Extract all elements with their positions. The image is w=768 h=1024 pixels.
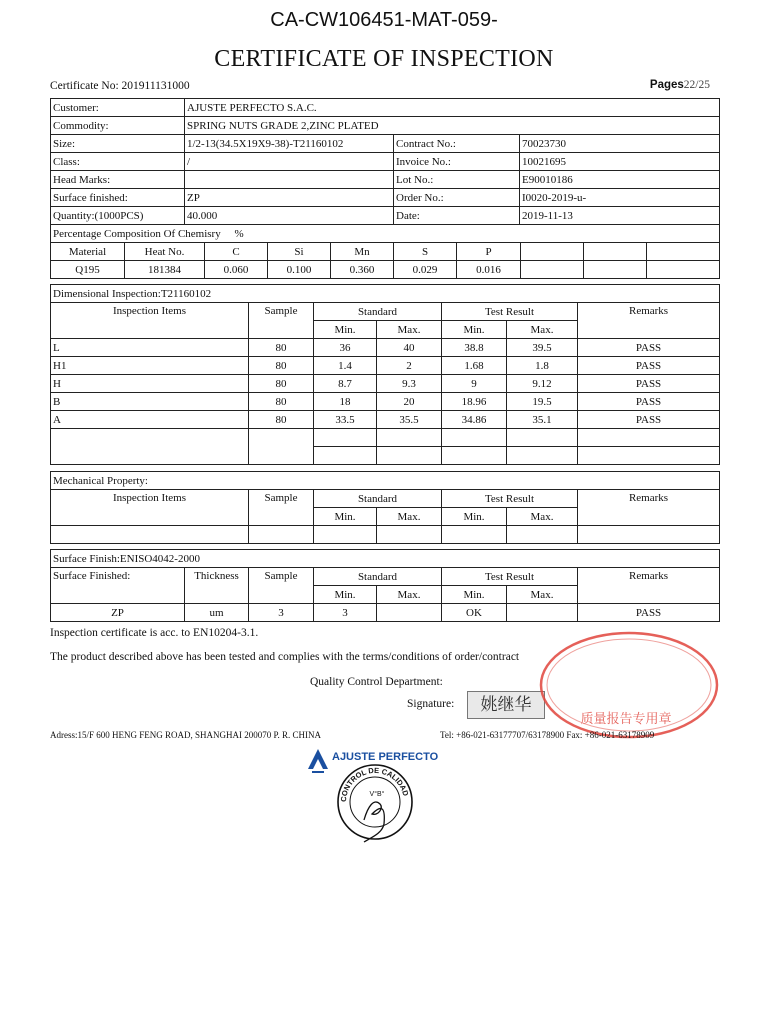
chem-col-heat: Heat No.	[125, 243, 205, 261]
dim-cell: 20	[377, 393, 442, 411]
dim-cell: PASS	[578, 411, 720, 429]
certificate-value: 201911131000	[121, 80, 190, 92]
table-row	[51, 550, 720, 568]
table-row	[51, 375, 720, 393]
chem-cell: 0.029	[394, 261, 457, 279]
size-value: 1/2-13(34.5X19X9-38)-T21160102	[185, 135, 394, 153]
certificate-note: Inspection certificate is acc. to EN10204-3.1.	[50, 627, 259, 639]
dim-cell: 19.5	[507, 393, 578, 411]
table-row	[51, 393, 720, 411]
chem-cell: 0.016	[457, 261, 521, 279]
surf-std-max: Max.	[377, 586, 442, 604]
mech-empty-cell	[578, 526, 720, 544]
mech-empty-cell	[314, 526, 377, 544]
dim-cell: 18	[314, 393, 377, 411]
table-row	[51, 339, 720, 357]
chem-empty-cell	[584, 261, 647, 279]
surf-cell: um	[185, 604, 249, 622]
dim-empty-cell	[314, 429, 377, 447]
pages-value: 22/25	[683, 79, 710, 91]
dim-cell: 8.7	[314, 375, 377, 393]
dim-cell: 36	[314, 339, 377, 357]
surf-cell: 3	[249, 604, 314, 622]
chem-col-material: Material	[51, 243, 125, 261]
table-row	[51, 135, 720, 153]
dim-cell: 2	[377, 357, 442, 375]
mech-empty-cell	[377, 526, 442, 544]
dim-empty-cell	[578, 429, 720, 447]
dim-cell: 80	[249, 375, 314, 393]
chem-col-c: C	[205, 243, 268, 261]
chem-col-s: S	[394, 243, 457, 261]
dim-cell: 80	[249, 357, 314, 375]
dim-res-max: Max.	[507, 321, 578, 339]
dim-empty-cell	[377, 447, 442, 465]
surf-col-sample: Sample	[249, 568, 314, 604]
chemistry-title-text: Percentage Composition Of Chemisry	[53, 227, 221, 240]
dim-empty-cell	[377, 429, 442, 447]
chem-cell: 181384	[125, 261, 205, 279]
dim-cell: 38.8	[442, 339, 507, 357]
compliance-note: The product described above has been tested and complies with the terms/conditions of order/contract	[50, 651, 520, 663]
header-info-table	[50, 98, 720, 225]
dim-cell: L	[51, 339, 249, 357]
signature-label: Signature:	[407, 698, 455, 710]
dim-cell: 39.5	[507, 339, 578, 357]
dim-col-standard: Standard	[314, 303, 442, 321]
dim-cell: 33.5	[314, 411, 377, 429]
logo-text: AJUSTE PERFECTO	[332, 751, 439, 763]
table-row	[51, 303, 720, 321]
surf-cell: ZP	[51, 604, 185, 622]
chem-col-p: P	[457, 243, 521, 261]
dim-cell: 80	[249, 339, 314, 357]
dim-empty-cell	[249, 429, 314, 465]
table-row	[51, 472, 720, 490]
company-contact: Tel: +86-021-63177707/63178900 Fax: +86-021-63178909	[440, 730, 655, 740]
mech-empty-cell	[442, 526, 507, 544]
head-marks-label: Head Marks:	[51, 171, 185, 189]
mech-empty-cell	[249, 526, 314, 544]
certificate-number	[50, 80, 190, 92]
mech-res-max: Max.	[507, 508, 578, 526]
dim-cell: 9.3	[377, 375, 442, 393]
surface-finish-title: Surface Finish:ENISO4042-2000	[51, 550, 720, 568]
chem-empty-cell	[521, 261, 584, 279]
surf-cell	[507, 604, 578, 622]
dim-cell: A	[51, 411, 249, 429]
surf-col-thickness: Thickness	[185, 568, 249, 604]
mech-col-standard: Standard	[314, 490, 442, 508]
dim-cell: 35.5	[377, 411, 442, 429]
dim-cell: 1.68	[442, 357, 507, 375]
commodity-value: SPRING NUTS GRADE 2,ZINC PLATED	[185, 117, 720, 135]
mech-empty-cell	[51, 526, 249, 544]
dim-empty-cell	[507, 447, 578, 465]
dim-std-max: Max.	[377, 321, 442, 339]
table-row	[51, 171, 720, 189]
surf-col-finished: Surface Finished:	[51, 568, 185, 604]
invoice-label: Invoice No.:	[394, 153, 520, 171]
invoice-value: 10021695	[520, 153, 720, 171]
dim-cell: 1.4	[314, 357, 377, 375]
table-row	[51, 153, 720, 171]
mech-res-min: Min.	[442, 508, 507, 526]
chem-cell: 0.100	[268, 261, 331, 279]
chemistry-table	[50, 224, 720, 279]
table-row	[51, 261, 720, 279]
dim-std-min: Min.	[314, 321, 377, 339]
surf-cell: PASS	[578, 604, 720, 622]
lot-label: Lot No.:	[394, 171, 520, 189]
quantity-value: 40.000	[185, 207, 394, 225]
dim-cell: 35.1	[507, 411, 578, 429]
table-row	[51, 568, 720, 586]
mech-std-max: Max.	[377, 508, 442, 526]
seal-mark: V°B°	[369, 791, 385, 798]
surf-col-remarks: Remarks	[578, 568, 720, 604]
mech-col-result: Test Result	[442, 490, 578, 508]
chem-cell: 0.360	[331, 261, 394, 279]
surf-res-min: Min.	[442, 586, 507, 604]
customer-label: Customer:	[51, 99, 185, 117]
chem-empty-cell	[647, 261, 720, 279]
dim-empty-cell	[51, 429, 249, 465]
chem-empty-cell	[647, 243, 720, 261]
quality-control-seal	[334, 758, 416, 846]
quality-report-stamp	[534, 629, 720, 741]
dim-cell: PASS	[578, 357, 720, 375]
table-row	[51, 207, 720, 225]
dim-col-items: Inspection Items	[51, 303, 249, 339]
surf-std-min: Min.	[314, 586, 377, 604]
table-row	[51, 604, 720, 622]
dim-empty-cell	[578, 447, 720, 465]
pages-label: Pages	[649, 79, 684, 91]
size-label: Size:	[51, 135, 185, 153]
table-row	[51, 411, 720, 429]
dim-empty-cell	[442, 447, 507, 465]
dim-empty-cell	[442, 429, 507, 447]
date-value: 2019-11-13	[520, 207, 720, 225]
table-row	[51, 99, 720, 117]
mech-col-remarks: Remarks	[578, 490, 720, 526]
dim-cell: H	[51, 375, 249, 393]
surface-value: ZP	[185, 189, 394, 207]
table-row	[51, 357, 720, 375]
surf-col-result: Test Result	[442, 568, 578, 586]
dim-cell: 80	[249, 411, 314, 429]
chem-empty-cell	[521, 243, 584, 261]
mechanical-table	[50, 471, 720, 544]
class-label: Class:	[51, 153, 185, 171]
surf-col-standard: Standard	[314, 568, 442, 586]
dim-cell: 34.86	[442, 411, 507, 429]
surf-cell	[377, 604, 442, 622]
customer-value: AJUSTE PERFECTO S.A.C.	[185, 99, 720, 117]
surf-cell: 3	[314, 604, 377, 622]
table-row	[51, 526, 720, 544]
document-id: CA-CW106451-MAT-059-	[270, 9, 498, 31]
table-row	[51, 189, 720, 207]
mech-empty-cell	[507, 526, 578, 544]
company-address: Adress:15/F 600 HENG FENG ROAD, SHANGHAI 200070 P. R. CHINA	[50, 730, 322, 740]
chem-cell: Q195	[51, 261, 125, 279]
table-row	[51, 225, 720, 243]
mech-col-items: Inspection Items	[51, 490, 249, 526]
contract-label: Contract No.:	[394, 135, 520, 153]
dim-empty-cell	[507, 429, 578, 447]
seal-text: CONTROL DE CALIDAD	[338, 765, 411, 803]
contract-value: 70023730	[520, 135, 720, 153]
table-row	[51, 490, 720, 508]
head-marks-value	[185, 171, 394, 189]
mechanical-title: Mechanical Property:	[51, 472, 720, 490]
lot-value: E90010186	[520, 171, 720, 189]
chemistry-title	[51, 225, 720, 243]
surface-finish-table	[50, 549, 720, 622]
surf-cell: OK	[442, 604, 507, 622]
chem-empty-cell	[584, 243, 647, 261]
class-value: /	[185, 153, 394, 171]
date-label: Date:	[394, 207, 520, 225]
dim-cell: 18.96	[442, 393, 507, 411]
dim-cell: PASS	[578, 393, 720, 411]
dimensional-table	[50, 284, 720, 465]
dim-col-sample: Sample	[249, 303, 314, 339]
dim-cell: H1	[51, 357, 249, 375]
dim-cell: B	[51, 393, 249, 411]
dimensional-title: Dimensional Inspection:T21160102	[51, 285, 720, 303]
order-value: I0020-2019-u-	[520, 189, 720, 207]
page-counter	[650, 79, 710, 91]
dim-res-min: Min.	[442, 321, 507, 339]
dim-cell: 9	[442, 375, 507, 393]
stamp-text: 质量报告专用章	[580, 712, 672, 727]
dim-cell: 40	[377, 339, 442, 357]
dim-cell: 1.8	[507, 357, 578, 375]
table-row	[51, 429, 720, 447]
page-title: CERTIFICATE OF INSPECTION	[214, 46, 554, 72]
dim-cell: 9.12	[507, 375, 578, 393]
commodity-label: Commodity:	[51, 117, 185, 135]
quantity-label: Quantity:(1000PCS)	[51, 207, 185, 225]
table-row	[51, 117, 720, 135]
dim-cell: 80	[249, 393, 314, 411]
certificate-label: Certificate No:	[50, 80, 119, 92]
table-row	[51, 285, 720, 303]
surface-label: Surface finished:	[51, 189, 185, 207]
dim-cell: PASS	[578, 339, 720, 357]
dim-cell: PASS	[578, 375, 720, 393]
chem-col-mn: Mn	[331, 243, 394, 261]
mech-std-min: Min.	[314, 508, 377, 526]
dim-col-result: Test Result	[442, 303, 578, 321]
mech-col-sample: Sample	[249, 490, 314, 526]
dim-empty-cell	[314, 447, 377, 465]
qc-department-label: Quality Control Department:	[310, 676, 443, 688]
dim-col-remarks: Remarks	[578, 303, 720, 339]
surf-res-max: Max.	[507, 586, 578, 604]
chem-col-si: Si	[268, 243, 331, 261]
signature-stamp: 姚继华	[467, 691, 545, 719]
chemistry-unit: %	[234, 227, 244, 240]
table-row	[51, 243, 720, 261]
order-label: Order No.:	[394, 189, 520, 207]
chem-cell: 0.060	[205, 261, 268, 279]
